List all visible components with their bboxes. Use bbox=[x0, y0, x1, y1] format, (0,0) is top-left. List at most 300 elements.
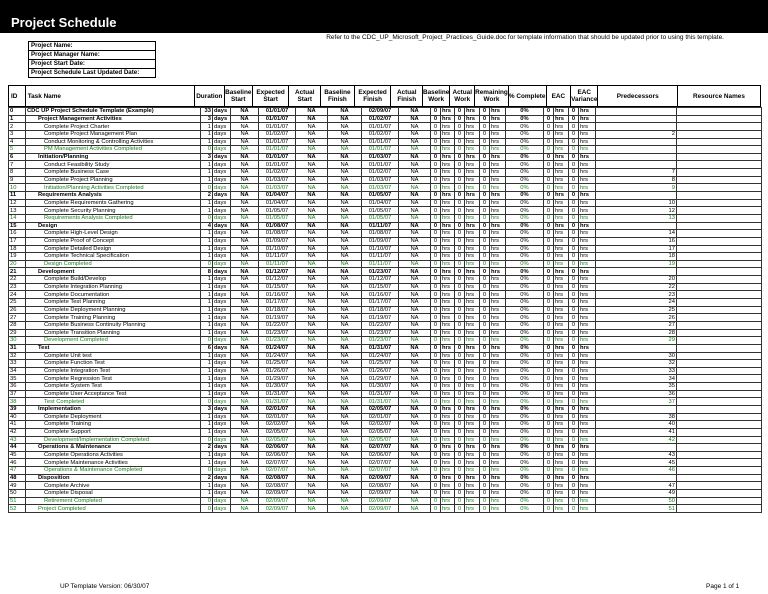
duration-value: 1 bbox=[201, 321, 213, 329]
actual-finish: NA bbox=[399, 474, 431, 482]
row-id: 48 bbox=[9, 474, 26, 482]
actual-work-value: 0 bbox=[455, 237, 465, 245]
percent-complete: 0% bbox=[506, 505, 544, 513]
eac-unit: hrs bbox=[554, 169, 569, 177]
task-name: Design bbox=[26, 222, 201, 230]
expected-start: 01/01/07 bbox=[259, 161, 296, 169]
eac-variance-value: 0 bbox=[569, 467, 579, 475]
eac-value: 0 bbox=[544, 497, 554, 505]
table-row bbox=[9, 383, 762, 391]
header-expected-start: Expected Start bbox=[252, 86, 289, 107]
percent-complete: 0% bbox=[506, 283, 544, 291]
expected-start: 01/24/07 bbox=[259, 352, 296, 360]
expected-start: 01/08/07 bbox=[259, 230, 296, 238]
predecessors bbox=[596, 115, 677, 123]
expected-start: 01/19/07 bbox=[259, 314, 296, 322]
eac-unit: hrs bbox=[554, 276, 569, 284]
remaining-work-value: 0 bbox=[480, 207, 490, 215]
baseline-work-unit: hrs bbox=[441, 505, 455, 513]
baseline-start: NA bbox=[231, 490, 259, 498]
baseline-work-value: 0 bbox=[431, 245, 441, 253]
baseline-work-unit: hrs bbox=[441, 130, 455, 138]
baseline-work-value: 0 bbox=[431, 482, 441, 490]
resource-names bbox=[677, 169, 762, 177]
row-id: 50 bbox=[9, 490, 26, 498]
baseline-finish: NA bbox=[328, 108, 362, 116]
eac-variance-unit: hrs bbox=[579, 467, 596, 475]
project-info-table bbox=[28, 41, 156, 78]
remaining-work-value: 0 bbox=[480, 375, 490, 383]
duration-value: 0 bbox=[201, 398, 213, 406]
table-row bbox=[9, 375, 762, 383]
baseline-finish: NA bbox=[328, 253, 362, 261]
actual-finish: NA bbox=[399, 153, 431, 161]
predecessors: 25 bbox=[596, 306, 677, 314]
eac-unit: hrs bbox=[554, 451, 569, 459]
eac-variance-value: 0 bbox=[569, 428, 579, 436]
expected-start: 01/01/07 bbox=[259, 153, 296, 161]
duration-value: 4 bbox=[201, 222, 213, 230]
actual-work-value: 0 bbox=[455, 299, 465, 307]
expected-finish: 02/06/07 bbox=[362, 451, 399, 459]
actual-start: NA bbox=[296, 451, 328, 459]
eac-unit: hrs bbox=[554, 344, 569, 352]
eac-variance-unit: hrs bbox=[579, 367, 596, 375]
actual-finish: NA bbox=[399, 360, 431, 368]
baseline-start: NA bbox=[231, 108, 259, 116]
task-name: Complete User Acceptance Test bbox=[26, 390, 201, 398]
predecessors: 36 bbox=[596, 390, 677, 398]
duration-unit: days bbox=[213, 169, 231, 177]
baseline-work-value: 0 bbox=[431, 237, 441, 245]
remaining-work-unit: hrs bbox=[490, 214, 506, 222]
predecessors: 37 bbox=[596, 398, 677, 406]
header-baseline-work: Baseline Work bbox=[423, 86, 450, 107]
predecessors: 41 bbox=[596, 428, 677, 436]
baseline-work-unit: hrs bbox=[441, 390, 455, 398]
duration-unit: days bbox=[213, 398, 231, 406]
remaining-work-value: 0 bbox=[480, 321, 490, 329]
baseline-work-value: 0 bbox=[431, 253, 441, 261]
duration-unit: days bbox=[213, 421, 231, 429]
remaining-work-value: 0 bbox=[480, 398, 490, 406]
actual-work-value: 0 bbox=[455, 375, 465, 383]
table-row bbox=[9, 214, 762, 222]
eac-variance-unit: hrs bbox=[579, 283, 596, 291]
baseline-work-value: 0 bbox=[431, 283, 441, 291]
table-row bbox=[9, 237, 762, 245]
remaining-work-unit: hrs bbox=[490, 428, 506, 436]
percent-complete: 0% bbox=[506, 390, 544, 398]
remaining-work-value: 0 bbox=[480, 115, 490, 123]
baseline-work-unit: hrs bbox=[441, 482, 455, 490]
eac-unit: hrs bbox=[554, 405, 569, 413]
row-id: 2 bbox=[9, 123, 26, 131]
predecessors: 10 bbox=[596, 199, 677, 207]
baseline-finish: NA bbox=[328, 451, 362, 459]
expected-start: 01/15/07 bbox=[259, 283, 296, 291]
baseline-work-unit: hrs bbox=[441, 367, 455, 375]
table-row bbox=[9, 291, 762, 299]
eac-variance-unit: hrs bbox=[579, 146, 596, 154]
row-id: 42 bbox=[9, 428, 26, 436]
actual-finish: NA bbox=[399, 268, 431, 276]
predecessors bbox=[596, 153, 677, 161]
percent-complete: 0% bbox=[506, 192, 544, 200]
eac-variance-unit: hrs bbox=[579, 276, 596, 284]
actual-finish: NA bbox=[399, 352, 431, 360]
eac-unit: hrs bbox=[554, 459, 569, 467]
project-name-label: Project Name: bbox=[29, 42, 156, 51]
percent-complete: 0% bbox=[506, 421, 544, 429]
table-row bbox=[9, 467, 762, 475]
predecessors: 19 bbox=[596, 260, 677, 268]
baseline-work-value: 0 bbox=[431, 115, 441, 123]
row-id: 16 bbox=[9, 230, 26, 238]
baseline-start: NA bbox=[231, 337, 259, 345]
actual-finish: NA bbox=[399, 329, 431, 337]
eac-variance-unit: hrs bbox=[579, 192, 596, 200]
table-row bbox=[9, 505, 762, 513]
percent-complete: 0% bbox=[506, 398, 544, 406]
eac-variance-unit: hrs bbox=[579, 299, 596, 307]
baseline-start: NA bbox=[231, 161, 259, 169]
baseline-finish: NA bbox=[328, 283, 362, 291]
expected-finish: 01/11/07 bbox=[362, 253, 399, 261]
remaining-work-value: 0 bbox=[480, 153, 490, 161]
eac-value: 0 bbox=[544, 253, 554, 261]
row-id: 8 bbox=[9, 169, 26, 177]
header-resource-names: Resource Names bbox=[677, 86, 760, 107]
expected-start: 01/29/07 bbox=[259, 375, 296, 383]
eac-unit: hrs bbox=[554, 230, 569, 238]
expected-start: 01/16/07 bbox=[259, 291, 296, 299]
eac-variance-unit: hrs bbox=[579, 413, 596, 421]
eac-unit: hrs bbox=[554, 314, 569, 322]
baseline-start: NA bbox=[231, 153, 259, 161]
actual-work-value: 0 bbox=[455, 153, 465, 161]
eac-value: 0 bbox=[544, 451, 554, 459]
task-name: Complete Training bbox=[26, 421, 201, 429]
duration-value: 0 bbox=[201, 214, 213, 222]
baseline-work-value: 0 bbox=[431, 184, 441, 192]
actual-work-unit: hrs bbox=[465, 161, 480, 169]
percent-complete: 0% bbox=[506, 146, 544, 154]
eac-variance-unit: hrs bbox=[579, 497, 596, 505]
remaining-work-unit: hrs bbox=[490, 176, 506, 184]
actual-work-value: 0 bbox=[455, 314, 465, 322]
eac-variance-value: 0 bbox=[569, 421, 579, 429]
task-name: Complete Archive bbox=[26, 482, 201, 490]
percent-complete: 0% bbox=[506, 268, 544, 276]
eac-variance-value: 0 bbox=[569, 360, 579, 368]
predecessors: 22 bbox=[596, 283, 677, 291]
remaining-work-value: 0 bbox=[480, 214, 490, 222]
baseline-work-unit: hrs bbox=[441, 398, 455, 406]
actual-work-value: 0 bbox=[455, 123, 465, 131]
table-row bbox=[9, 245, 762, 253]
task-name: Requirements Analysis Completed bbox=[26, 214, 201, 222]
remaining-work-value: 0 bbox=[480, 199, 490, 207]
baseline-work-unit: hrs bbox=[441, 291, 455, 299]
row-id: 17 bbox=[9, 237, 26, 245]
percent-complete: 0% bbox=[506, 367, 544, 375]
eac-value: 0 bbox=[544, 482, 554, 490]
resource-names bbox=[677, 108, 762, 116]
actual-finish: NA bbox=[399, 169, 431, 177]
duration-unit: days bbox=[213, 153, 231, 161]
eac-variance-unit: hrs bbox=[579, 321, 596, 329]
remaining-work-unit: hrs bbox=[490, 390, 506, 398]
duration-value: 1 bbox=[201, 451, 213, 459]
actual-work-unit: hrs bbox=[465, 367, 480, 375]
expected-finish: 01/18/07 bbox=[362, 306, 399, 314]
remaining-work-unit: hrs bbox=[490, 123, 506, 131]
table-row bbox=[9, 138, 762, 146]
task-name: Complete Build/Develop bbox=[26, 276, 201, 284]
actual-finish: NA bbox=[399, 428, 431, 436]
eac-value: 0 bbox=[544, 436, 554, 444]
header-percent-complete: % Complete bbox=[508, 86, 546, 107]
actual-finish: NA bbox=[399, 459, 431, 467]
actual-work-unit: hrs bbox=[465, 237, 480, 245]
task-name: Project Completed bbox=[26, 505, 201, 513]
predecessors: 17 bbox=[596, 245, 677, 253]
duration-unit: days bbox=[213, 321, 231, 329]
eac-variance-value: 0 bbox=[569, 390, 579, 398]
baseline-finish: NA bbox=[328, 505, 362, 513]
eac-variance-unit: hrs bbox=[579, 184, 596, 192]
actual-start: NA bbox=[296, 299, 328, 307]
resource-names bbox=[677, 138, 762, 146]
remaining-work-value: 0 bbox=[480, 337, 490, 345]
actual-work-value: 0 bbox=[455, 260, 465, 268]
expected-finish: 01/23/07 bbox=[362, 268, 399, 276]
remaining-work-value: 0 bbox=[480, 161, 490, 169]
eac-variance-value: 0 bbox=[569, 260, 579, 268]
predecessors bbox=[596, 146, 677, 154]
remaining-work-value: 0 bbox=[480, 108, 490, 116]
percent-complete: 0% bbox=[506, 260, 544, 268]
expected-start: 01/12/07 bbox=[259, 276, 296, 284]
table-row bbox=[9, 222, 762, 230]
baseline-start: NA bbox=[231, 459, 259, 467]
task-name: Complete Regression Test bbox=[26, 375, 201, 383]
duration-unit: days bbox=[213, 306, 231, 314]
page-title: Project Schedule bbox=[11, 15, 117, 30]
eac-variance-unit: hrs bbox=[579, 214, 596, 222]
baseline-finish: NA bbox=[328, 268, 362, 276]
eac-unit: hrs bbox=[554, 299, 569, 307]
predecessors: 16 bbox=[596, 237, 677, 245]
table-row bbox=[9, 398, 762, 406]
actual-start: NA bbox=[296, 405, 328, 413]
baseline-finish: NA bbox=[328, 237, 362, 245]
percent-complete: 0% bbox=[506, 329, 544, 337]
eac-value: 0 bbox=[544, 428, 554, 436]
project-start-date-label: Project Start Date: bbox=[29, 60, 156, 69]
predecessors: 50 bbox=[596, 497, 677, 505]
duration-unit: days bbox=[213, 451, 231, 459]
table-row bbox=[9, 184, 762, 192]
table-row bbox=[9, 314, 762, 322]
task-name: Design Completed bbox=[26, 260, 201, 268]
duration-unit: days bbox=[213, 184, 231, 192]
remaining-work-unit: hrs bbox=[490, 474, 506, 482]
table-row bbox=[9, 146, 762, 154]
row-id: 20 bbox=[9, 260, 26, 268]
predecessors: 34 bbox=[596, 375, 677, 383]
actual-work-value: 0 bbox=[455, 176, 465, 184]
duration-unit: days bbox=[213, 230, 231, 238]
duration-unit: days bbox=[213, 482, 231, 490]
actual-start: NA bbox=[296, 169, 328, 177]
baseline-work-value: 0 bbox=[431, 367, 441, 375]
duration-value: 3 bbox=[201, 405, 213, 413]
baseline-work-value: 0 bbox=[431, 428, 441, 436]
expected-start: 01/08/07 bbox=[259, 222, 296, 230]
remaining-work-unit: hrs bbox=[490, 146, 506, 154]
actual-work-unit: hrs bbox=[465, 314, 480, 322]
task-name: Requirements Analysis bbox=[26, 192, 201, 200]
duration-value: 1 bbox=[201, 459, 213, 467]
remaining-work-unit: hrs bbox=[490, 199, 506, 207]
percent-complete: 0% bbox=[506, 115, 544, 123]
eac-variance-unit: hrs bbox=[579, 123, 596, 131]
baseline-work-unit: hrs bbox=[441, 253, 455, 261]
predecessors: 26 bbox=[596, 314, 677, 322]
eac-unit: hrs bbox=[554, 375, 569, 383]
resource-names bbox=[677, 207, 762, 215]
predecessors: 9 bbox=[596, 184, 677, 192]
baseline-start: NA bbox=[231, 436, 259, 444]
duration-value: 1 bbox=[201, 291, 213, 299]
actual-work-unit: hrs bbox=[465, 245, 480, 253]
baseline-work-value: 0 bbox=[431, 199, 441, 207]
eac-variance-value: 0 bbox=[569, 130, 579, 138]
expected-finish: 02/09/07 bbox=[362, 505, 399, 513]
table-row bbox=[9, 497, 762, 505]
eac-unit: hrs bbox=[554, 161, 569, 169]
actual-finish: NA bbox=[399, 108, 431, 116]
task-name: Complete Project Management Plan bbox=[26, 130, 201, 138]
actual-work-unit: hrs bbox=[465, 222, 480, 230]
header-eac: EAC bbox=[546, 86, 571, 107]
eac-variance-unit: hrs bbox=[579, 405, 596, 413]
actual-start: NA bbox=[296, 314, 328, 322]
eac-unit: hrs bbox=[554, 207, 569, 215]
template-version: UP Template Version: 06/30/07 bbox=[60, 583, 150, 590]
actual-finish: NA bbox=[399, 138, 431, 146]
row-id: 39 bbox=[9, 405, 26, 413]
eac-variance-value: 0 bbox=[569, 245, 579, 253]
actual-start: NA bbox=[296, 390, 328, 398]
duration-unit: days bbox=[213, 474, 231, 482]
eac-value: 0 bbox=[544, 153, 554, 161]
actual-start: NA bbox=[296, 337, 328, 345]
remaining-work-unit: hrs bbox=[490, 421, 506, 429]
eac-unit: hrs bbox=[554, 413, 569, 421]
eac-unit: hrs bbox=[554, 329, 569, 337]
actual-finish: NA bbox=[399, 497, 431, 505]
baseline-finish: NA bbox=[328, 214, 362, 222]
baseline-finish: NA bbox=[328, 444, 362, 452]
baseline-start: NA bbox=[231, 176, 259, 184]
eac-value: 0 bbox=[544, 505, 554, 513]
remaining-work-value: 0 bbox=[480, 360, 490, 368]
duration-value: 1 bbox=[201, 390, 213, 398]
expected-start: 01/02/07 bbox=[259, 130, 296, 138]
table-row bbox=[9, 176, 762, 184]
expected-start: 01/03/07 bbox=[259, 176, 296, 184]
task-name: Complete Integration Test bbox=[26, 367, 201, 375]
actual-finish: NA bbox=[399, 176, 431, 184]
duration-value: 33 bbox=[201, 108, 213, 116]
baseline-start: NA bbox=[231, 390, 259, 398]
resource-names bbox=[677, 467, 762, 475]
actual-start: NA bbox=[296, 245, 328, 253]
eac-value: 0 bbox=[544, 375, 554, 383]
eac-variance-unit: hrs bbox=[579, 482, 596, 490]
baseline-work-value: 0 bbox=[431, 459, 441, 467]
actual-work-unit: hrs bbox=[465, 283, 480, 291]
remaining-work-value: 0 bbox=[480, 176, 490, 184]
eac-variance-value: 0 bbox=[569, 436, 579, 444]
actual-work-value: 0 bbox=[455, 367, 465, 375]
eac-variance-unit: hrs bbox=[579, 130, 596, 138]
actual-work-value: 0 bbox=[455, 390, 465, 398]
row-id: 35 bbox=[9, 375, 26, 383]
baseline-finish: NA bbox=[328, 161, 362, 169]
actual-finish: NA bbox=[399, 260, 431, 268]
duration-unit: days bbox=[213, 260, 231, 268]
remaining-work-unit: hrs bbox=[490, 436, 506, 444]
last-updated-label: Project Schedule Last Updated Date: bbox=[29, 69, 156, 78]
expected-finish: 01/17/07 bbox=[362, 299, 399, 307]
eac-variance-unit: hrs bbox=[579, 474, 596, 482]
eac-variance-unit: hrs bbox=[579, 199, 596, 207]
baseline-work-value: 0 bbox=[431, 474, 441, 482]
resource-names bbox=[677, 115, 762, 123]
expected-start: 02/08/07 bbox=[259, 482, 296, 490]
actual-finish: NA bbox=[399, 146, 431, 154]
actual-start: NA bbox=[296, 260, 328, 268]
baseline-work-unit: hrs bbox=[441, 108, 455, 116]
eac-variance-unit: hrs bbox=[579, 375, 596, 383]
actual-finish: NA bbox=[399, 405, 431, 413]
eac-unit: hrs bbox=[554, 115, 569, 123]
eac-value: 0 bbox=[544, 352, 554, 360]
expected-start: 02/07/07 bbox=[259, 467, 296, 475]
duration-value: 1 bbox=[201, 138, 213, 146]
table-row bbox=[9, 390, 762, 398]
duration-value: 2 bbox=[201, 444, 213, 452]
percent-complete: 0% bbox=[506, 245, 544, 253]
resource-names bbox=[677, 398, 762, 406]
table-row bbox=[9, 329, 762, 337]
duration-value: 0 bbox=[201, 337, 213, 345]
baseline-work-unit: hrs bbox=[441, 444, 455, 452]
actual-work-value: 0 bbox=[455, 222, 465, 230]
baseline-start: NA bbox=[231, 283, 259, 291]
task-name: Complete Maintenance Activities bbox=[26, 459, 201, 467]
actual-start: NA bbox=[296, 467, 328, 475]
duration-unit: days bbox=[213, 253, 231, 261]
resource-names bbox=[677, 490, 762, 498]
remaining-work-value: 0 bbox=[480, 497, 490, 505]
duration-unit: days bbox=[213, 283, 231, 291]
duration-value: 3 bbox=[201, 115, 213, 123]
